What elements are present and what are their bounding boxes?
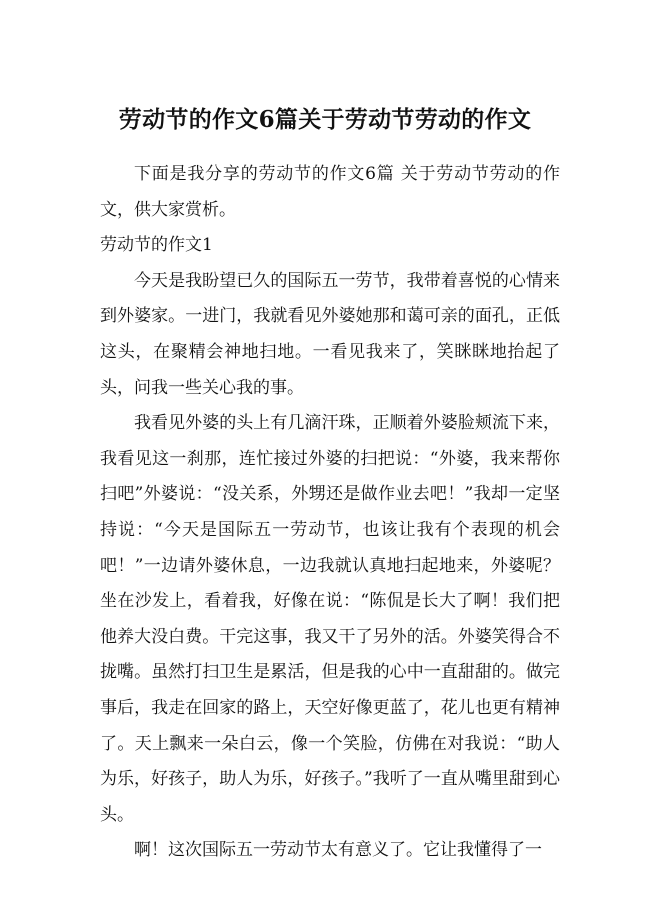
section-heading: 劳动节的作文1 [100, 235, 213, 256]
document-title: 劳动节的作文6篇关于劳动节劳动的作文 [118, 106, 532, 133]
body-paragraph-3: 啊！这次国际五一劳动节太有意义了。它让我懂得了一 [134, 840, 542, 861]
body-paragraph-1: 今天是我盼望已久的国际五一劳节，我带着喜悦的心情来到外婆家。一进门，我就看见外婆她那和蔼可亲的面孔，正低这头，在聚精会神地扫地。一看见我来了，笑眯眯地抬起了头，问我一些关心我的事。 [100, 270, 560, 398]
intro-paragraph: 下面是我分享的劳动节的作文6篇 关于劳动节劳动的作文，供大家赏析。 [100, 164, 560, 220]
body-paragraph-2: 我看见外婆的头上有几滴汗珠，正顺着外婆脸颊流下来，我看见这一刹那，连忙接过外婆的扫把说：“外婆，我来帮你扫吧”外婆说：“没关系，外甥还是做作业去吧！”我却一定坚持说：“今天是国际五一劳动节，也该让我有个表现的机会吧！”一边请外婆休息，一边我就认真地扫起地来，外婆呢？坐在沙发上，看着我，好像在说：“陈侃是长大了啊！我们把他养大没白费。干完这事，我又干了另外的活。外婆笑得合不拢嘴。虽然打扫卫生是累活，但是我的心中一直甜甜的。做完事后，我走在回家的路上，天空好像更蓝了，花儿也更有精神了。天上飘来一朵白云，像一个笑脸，仿佛在对我说：“助人为乐，好孩子，助人为乐，好孩子。”我听了一直从嘴里甜到心头。 [100, 413, 560, 825]
document-body [100, 157, 560, 869]
